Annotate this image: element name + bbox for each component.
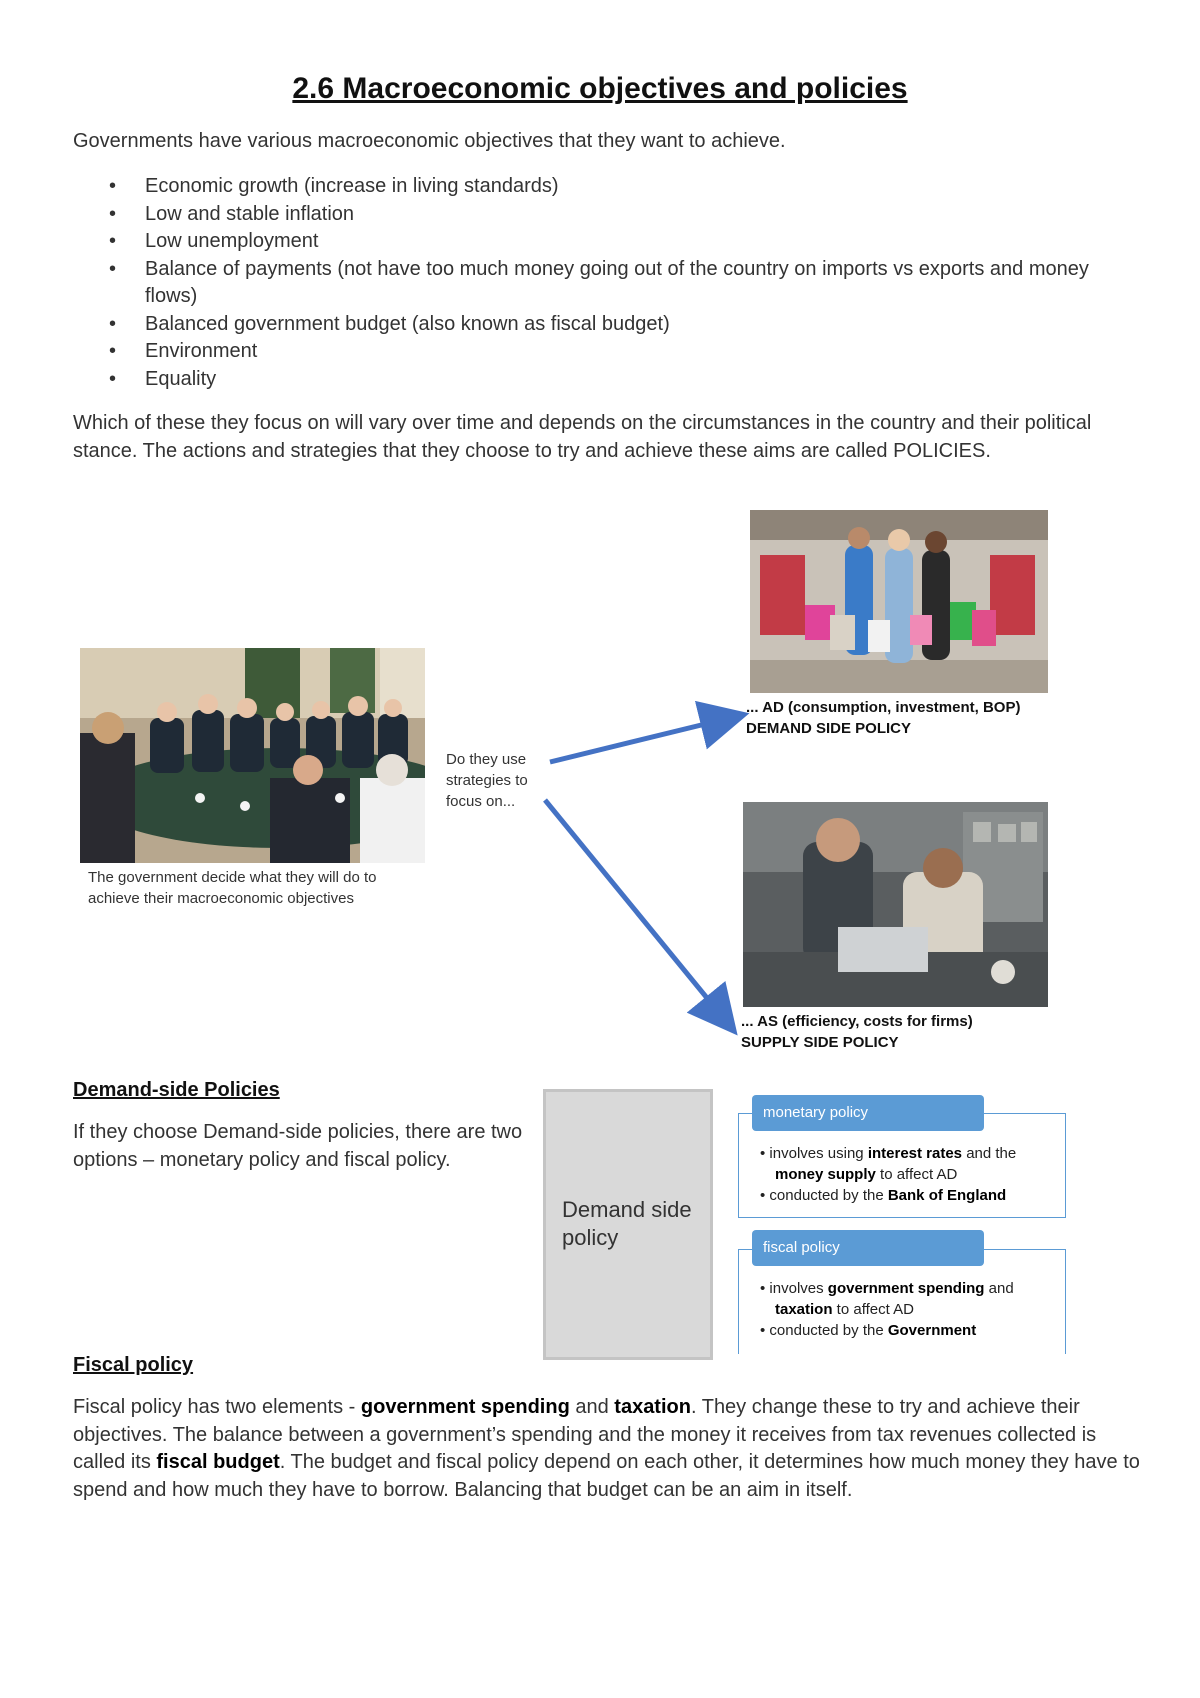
as-caption-block bbox=[741, 1011, 1061, 1053]
list-item: • Economic growth (increase in living standards) bbox=[73, 173, 1133, 201]
list-item: • Equality bbox=[73, 366, 1133, 394]
monetary-bullet-1: • involves using interest rates and the money supply to affect AD bbox=[760, 1145, 1017, 1183]
monetary-bullet-2: • conducted by the Bank of England bbox=[760, 1187, 1007, 1204]
fiscal-policy-bullets bbox=[760, 1278, 1060, 1341]
demand-side-heading: Demand-side Policies bbox=[73, 1079, 280, 1101]
fiscal-policy-label: fiscal policy bbox=[752, 1230, 984, 1266]
list-item: • Balance of payments (not have too much money going out of the country on imports vs exports and money flows) bbox=[73, 256, 1133, 311]
fiscal-policy-heading: Fiscal policy bbox=[73, 1354, 194, 1376]
small-business-photo bbox=[743, 802, 1048, 1007]
list-item: • Low unemployment bbox=[73, 228, 1133, 256]
fiscal-bullet-2: • conducted by the Government bbox=[760, 1322, 977, 1339]
list-item: • Environment bbox=[73, 338, 1133, 366]
fiscal-policy-paragraph: Fiscal policy has two elements - government spending and taxation. They change these to try and achieve their objectives. The balance between a government’s spending and the money it receives from tax revenues collected is called its fiscal budget. The budget and fiscal policy depend on each other, it determines how much money they have to spend and how much they have to borrow. Balancing that budget can be an aim in itself. bbox=[73, 1396, 1140, 1501]
arrow-to-supply-side bbox=[545, 800, 725, 1020]
as-caption: ... AS (efficiency, costs for firms) bbox=[741, 1013, 973, 1030]
arrow-to-demand-side bbox=[550, 718, 730, 762]
list-item: • Low and stable inflation bbox=[73, 201, 1133, 229]
intro-text: Governments have various macroeconomic objectives that they want to achieve. bbox=[73, 130, 786, 152]
government-caption: The government decide what they will do to achieve their macroeconomic objectives bbox=[88, 869, 377, 907]
shopping-photo bbox=[750, 510, 1048, 693]
demand-side-text: If they choose Demand-side policies, there are two options – monetary policy and fiscal policy. bbox=[73, 1121, 523, 1171]
diagram-question: Do they use strategies to focus on... bbox=[446, 751, 528, 810]
ad-caption: ... AD (consumption, investment, BOP) bbox=[746, 699, 1021, 716]
page-title: 2.6 Macroeconomic objectives and policies bbox=[292, 72, 908, 105]
demand-side-policy-label: DEMAND SIDE POLICY bbox=[746, 720, 912, 737]
list-item: • Balanced government budget (also known as fiscal budget) bbox=[73, 311, 1133, 339]
monetary-policy-bullets bbox=[760, 1143, 1060, 1206]
monetary-policy-label: monetary policy bbox=[752, 1095, 984, 1131]
ad-caption-block bbox=[746, 697, 1066, 739]
supply-side-policy-label: SUPPLY SIDE POLICY bbox=[741, 1034, 899, 1051]
demand-side-box-label: Demand side policy bbox=[562, 1197, 692, 1250]
policies-paragraph: Which of these they focus on will vary over time and depends on the circumstances in the country and their political stance. The actions and strategies that they choose to try and achieve these aims are called POLICIES. bbox=[73, 412, 1092, 462]
fiscal-bullet-1: • involves government spending and taxation to affect AD bbox=[760, 1280, 1014, 1318]
